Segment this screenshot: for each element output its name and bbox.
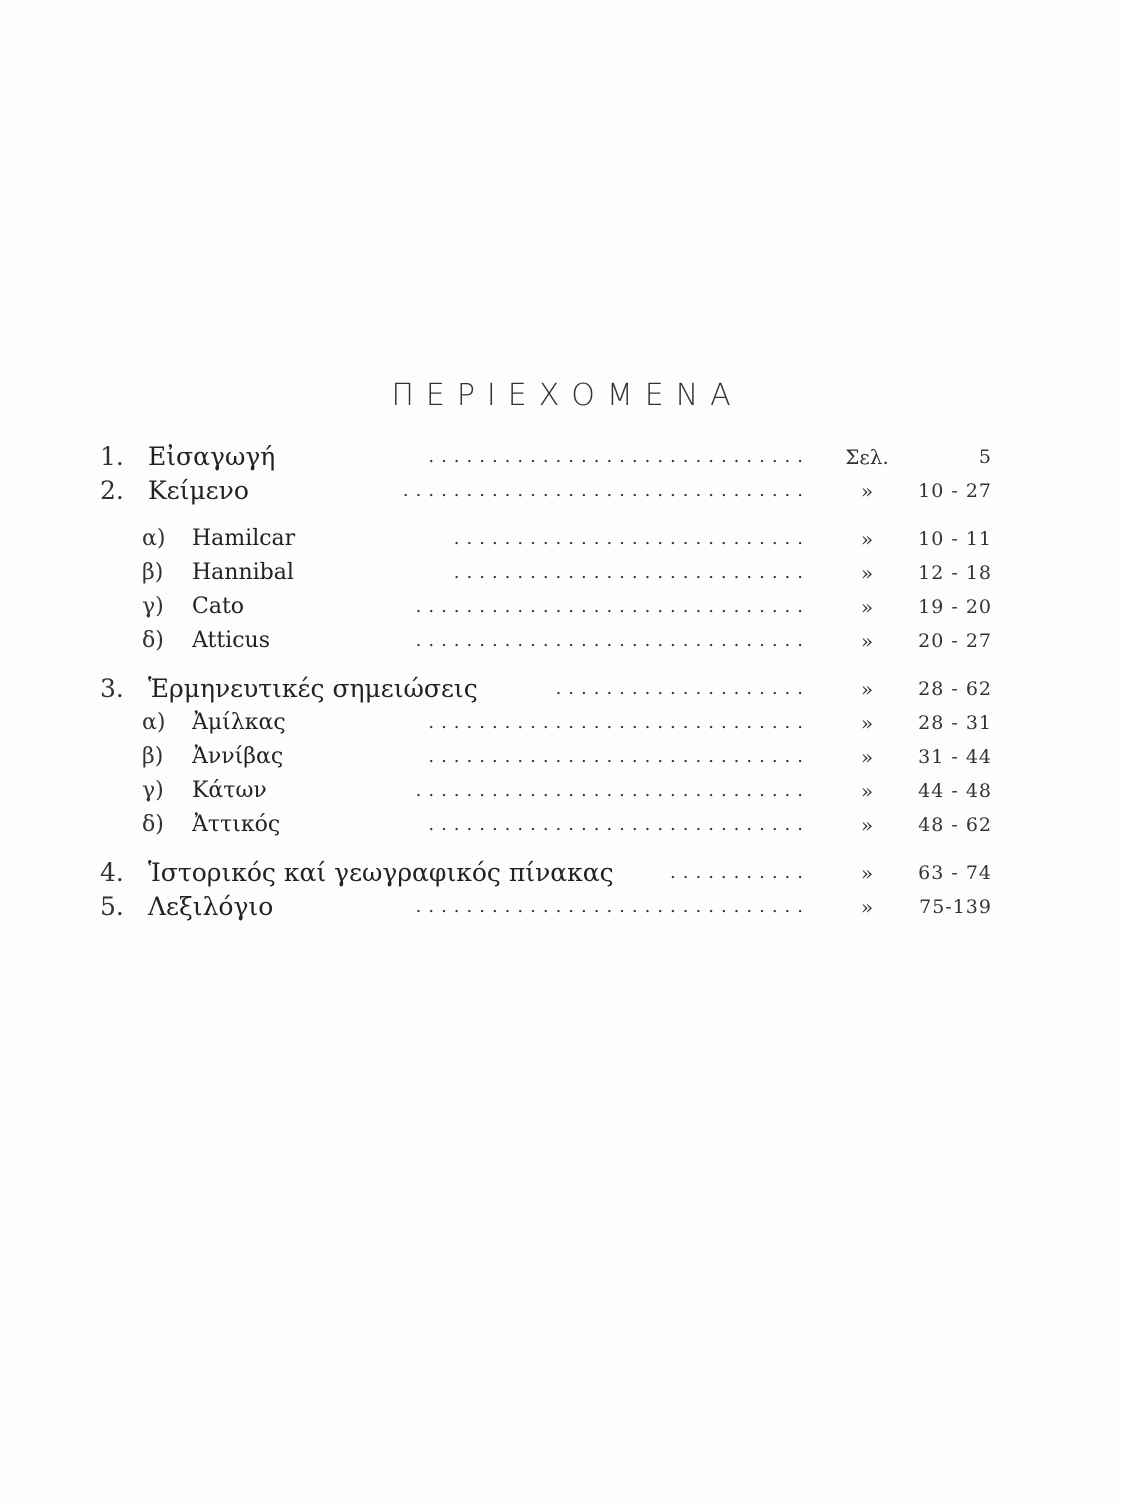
dot-leader: .............................. bbox=[428, 712, 810, 733]
dot-leader: ............................ bbox=[453, 562, 810, 583]
toc-entry-attikos bbox=[100, 808, 1000, 842]
entry-label: Εἰσαγωγή bbox=[148, 442, 276, 471]
entry-page-prefix: » bbox=[860, 677, 874, 701]
entry-label: Hannibal bbox=[192, 560, 294, 585]
entry-label: Λεξιλόγιο bbox=[148, 892, 274, 921]
dot-leader: ............................ bbox=[453, 528, 810, 549]
entry-number: 4. bbox=[100, 858, 124, 887]
toc-entry-historical-index bbox=[100, 856, 1000, 890]
entry-page-prefix: » bbox=[860, 745, 874, 769]
entry-number: β) bbox=[142, 744, 164, 769]
entry-pages: 28 - 62 bbox=[918, 678, 992, 700]
entry-page-prefix: » bbox=[860, 711, 874, 735]
entry-label: Ἀμίλκας bbox=[192, 710, 286, 735]
entry-page-prefix: » bbox=[860, 479, 874, 503]
entry-pages: 48 - 62 bbox=[918, 814, 992, 836]
entry-number: α) bbox=[142, 710, 166, 735]
entry-label: Ἱστορικός καί γεωγραφικός πίνακας bbox=[148, 858, 614, 887]
dot-leader: .............................. bbox=[428, 746, 810, 767]
entry-pages: 12 - 18 bbox=[918, 562, 992, 584]
entry-label: Ἀττικός bbox=[192, 812, 281, 837]
dot-leader: .............................. bbox=[428, 814, 810, 835]
entry-number: 5. bbox=[100, 892, 124, 921]
entry-label: Κάτων bbox=[192, 778, 267, 803]
entry-number: 2. bbox=[100, 476, 124, 505]
entry-label: Cato bbox=[192, 594, 245, 619]
entry-page-prefix: » bbox=[860, 561, 874, 585]
toc-entry-cato bbox=[100, 590, 1000, 624]
dot-leader: ............................... bbox=[415, 596, 810, 617]
entry-pages: 20 - 27 bbox=[918, 630, 992, 652]
toc-entry-glossary bbox=[100, 890, 1000, 924]
entry-page-prefix: » bbox=[860, 813, 874, 837]
dot-leader: ........... bbox=[670, 862, 810, 883]
toc-entry-notes bbox=[100, 672, 1000, 706]
entry-pages: 19 - 20 bbox=[918, 596, 992, 618]
entry-number: δ) bbox=[142, 812, 164, 837]
entry-pages: 75-139 bbox=[919, 896, 992, 918]
dot-leader: .................... bbox=[555, 678, 810, 699]
entry-label: Κείμενο bbox=[148, 476, 249, 505]
entry-page-prefix: » bbox=[860, 629, 874, 653]
entry-number: γ) bbox=[142, 778, 164, 803]
entry-number: 3. bbox=[100, 674, 124, 703]
toc-entry-hamilcar bbox=[100, 522, 1000, 556]
entry-number: 1. bbox=[100, 442, 124, 471]
dot-leader: ............................... bbox=[415, 780, 810, 801]
entry-label: Ἑρμηνευτικές σημειώσεις bbox=[148, 674, 478, 703]
entry-pages: 31 - 44 bbox=[918, 746, 992, 768]
toc-entry-annivas bbox=[100, 740, 1000, 774]
entry-label: Hamilcar bbox=[192, 526, 296, 551]
entry-pages: 63 - 74 bbox=[918, 862, 992, 884]
dot-leader: ............................... bbox=[415, 896, 810, 917]
entry-page-prefix: » bbox=[860, 861, 874, 885]
entry-pages: 44 - 48 bbox=[918, 780, 992, 802]
dot-leader: .............................. bbox=[428, 446, 810, 467]
entry-pages: 5 bbox=[978, 446, 992, 468]
entry-number: γ) bbox=[142, 594, 164, 619]
toc-entry-introduction bbox=[100, 440, 1000, 474]
entry-number: α) bbox=[142, 526, 166, 551]
entry-number: δ) bbox=[142, 628, 164, 653]
entry-pages: 10 - 11 bbox=[918, 528, 992, 550]
entry-page-prefix: » bbox=[860, 527, 874, 551]
table-of-contents bbox=[100, 440, 1000, 924]
entry-page-prefix: Σελ. bbox=[845, 445, 889, 469]
dot-leader: ................................ bbox=[402, 480, 810, 501]
toc-entry-katon bbox=[100, 774, 1000, 808]
toc-entry-text bbox=[100, 474, 1000, 508]
entry-pages: 28 - 31 bbox=[918, 712, 992, 734]
toc-entry-hannibal bbox=[100, 556, 1000, 590]
entry-label: Atticus bbox=[192, 628, 270, 653]
toc-entry-amilkas bbox=[100, 706, 1000, 740]
entry-number: β) bbox=[142, 560, 164, 585]
entry-page-prefix: » bbox=[860, 595, 874, 619]
dot-leader: ............................... bbox=[415, 630, 810, 651]
entry-page-prefix: » bbox=[860, 779, 874, 803]
entry-label: Ἀννίβας bbox=[192, 744, 284, 769]
page-title: ΠΕΡΙΕΧΟΜΕΝΑ bbox=[391, 378, 743, 413]
entry-page-prefix: » bbox=[860, 895, 874, 919]
toc-entry-atticus bbox=[100, 624, 1000, 658]
entry-pages: 10 - 27 bbox=[918, 480, 992, 502]
